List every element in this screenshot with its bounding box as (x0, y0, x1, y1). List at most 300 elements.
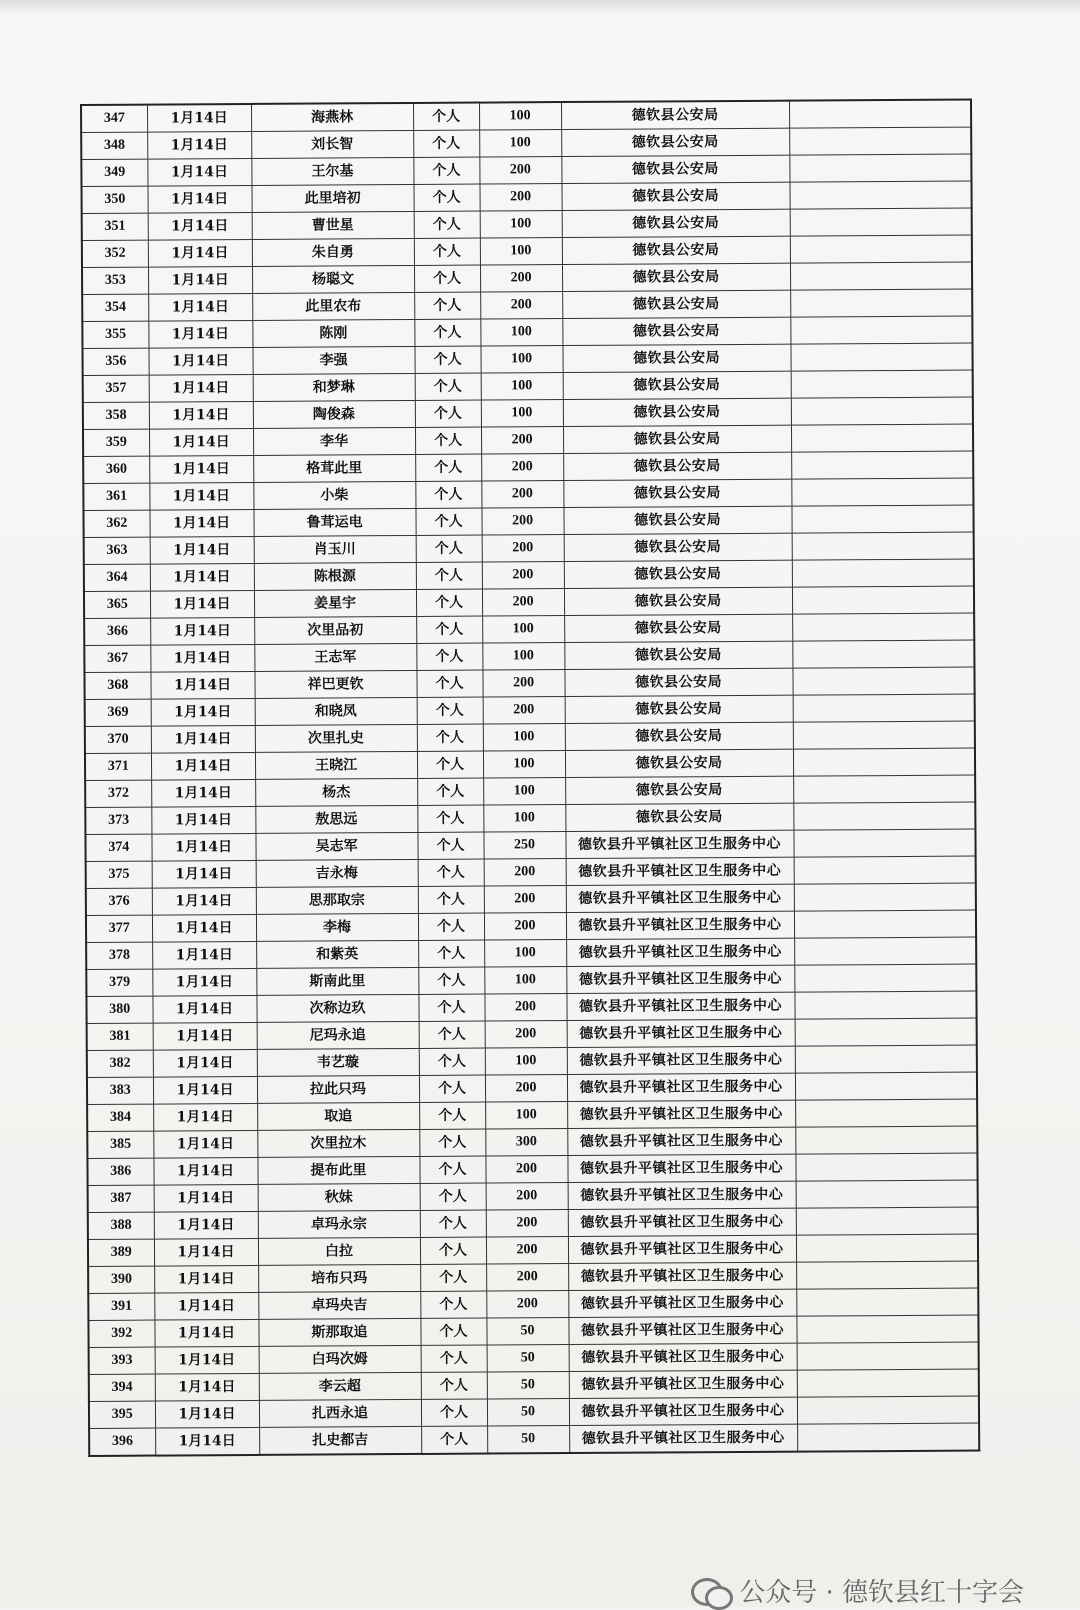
donation-table-wrapper (80, 99, 978, 1474)
donation-date-cell: 1月14日 (147, 131, 251, 159)
row-number-cell: 386 (87, 1158, 153, 1185)
donation-date-cell: 1月14日 (148, 239, 252, 267)
donor-type-cell: 个人 (418, 940, 484, 967)
donor-name-cell: 刘长智 (251, 130, 413, 158)
wechat-watermark (691, 1572, 1024, 1609)
row-number-cell: 353 (82, 267, 148, 294)
donation-date-cell: 1月14日 (155, 1373, 259, 1401)
row-number-cell: 373 (85, 807, 151, 834)
donor-type-cell: 个人 (421, 1372, 487, 1399)
donor-name-cell: 和梦琳 (253, 373, 415, 401)
row-number-cell: 390 (88, 1266, 154, 1293)
row-number-cell: 387 (88, 1185, 154, 1212)
donor-name-cell: 卓玛央吉 (258, 1291, 420, 1319)
row-number-cell: 384 (87, 1104, 153, 1131)
remark-cell (796, 1315, 978, 1343)
donation-date-cell: 1月14日 (150, 563, 254, 591)
donor-type-cell: 个人 (417, 724, 483, 751)
donor-type-cell: 个人 (415, 427, 481, 454)
donor-unit-cell: 德钦县升平镇社区卫生服务中心 (568, 1316, 796, 1344)
donor-name-cell: 提布此里 (257, 1156, 419, 1184)
remark-cell (793, 721, 975, 749)
remark-cell (796, 1261, 978, 1289)
donor-name-cell: 斯那取追 (258, 1318, 420, 1346)
donor-type-cell: 个人 (418, 967, 484, 994)
row-number-cell: 354 (82, 294, 148, 321)
donation-date-cell: 1月14日 (147, 158, 251, 186)
donation-date-cell: 1月14日 (155, 1400, 259, 1428)
donation-date-cell: 1月14日 (152, 941, 256, 969)
donor-unit-cell: 德钦县升平镇社区卫生服务中心 (566, 938, 794, 966)
donor-name-cell: 培布只玛 (258, 1264, 420, 1292)
donor-type-cell: 个人 (419, 1075, 485, 1102)
remark-cell (791, 478, 973, 506)
row-number-cell: 358 (83, 402, 149, 429)
donation-amount-cell: 100 (483, 778, 565, 806)
donor-unit-cell: 德钦县公安局 (561, 182, 789, 210)
donor-unit-cell: 德钦县升平镇社区卫生服务中心 (568, 1208, 796, 1236)
donor-unit-cell: 德钦县公安局 (563, 425, 791, 453)
donor-type-cell: 个人 (421, 1345, 487, 1372)
remark-cell (797, 1342, 979, 1370)
remark-cell (789, 100, 971, 129)
donation-date-cell: 1月14日 (154, 1265, 258, 1293)
donor-name-cell: 祥巴更钦 (254, 670, 416, 698)
donor-type-cell: 个人 (413, 184, 479, 211)
donor-unit-cell: 德钦县公安局 (562, 344, 790, 372)
donation-date-cell: 1月14日 (155, 1346, 259, 1374)
donor-type-cell: 个人 (418, 859, 484, 886)
row-number-cell: 355 (82, 321, 148, 348)
donor-unit-cell: 德钦县公安局 (564, 668, 792, 696)
donation-amount-cell: 100 (481, 400, 563, 428)
row-number-cell: 377 (86, 915, 152, 942)
donation-date-cell: 1月14日 (154, 1184, 258, 1212)
donor-unit-cell: 德钦县升平镇社区卫生服务中心 (568, 1235, 796, 1263)
donation-amount-cell: 100 (483, 751, 565, 779)
donation-date-cell: 1月14日 (151, 698, 255, 726)
remark-cell (793, 748, 975, 776)
donation-date-cell: 1月14日 (150, 671, 254, 699)
donor-unit-cell: 德钦县升平镇社区卫生服务中心 (566, 965, 794, 993)
row-number-cell: 371 (85, 753, 151, 780)
donor-unit-cell: 德钦县升平镇社区卫生服务中心 (569, 1343, 797, 1371)
donation-amount-cell: 100 (479, 130, 561, 158)
donation-amount-cell: 200 (486, 1237, 568, 1265)
donor-unit-cell: 德钦县公安局 (563, 506, 791, 534)
donation-date-cell: 1月14日 (149, 374, 253, 402)
donor-name-cell: 曹世星 (252, 211, 414, 239)
remark-cell (789, 127, 971, 155)
remark-cell (795, 1072, 977, 1100)
donation-date-cell: 1月14日 (150, 590, 254, 618)
donor-type-cell: 个人 (421, 1426, 487, 1454)
donor-type-cell: 个人 (419, 1048, 485, 1075)
remark-cell (793, 775, 975, 803)
donor-name-cell: 李云超 (259, 1372, 421, 1400)
donation-date-cell: 1月14日 (148, 185, 252, 213)
donation-date-cell: 1月14日 (153, 1157, 257, 1185)
donor-name-cell: 敖思远 (255, 805, 417, 833)
row-number-cell: 375 (86, 861, 152, 888)
donor-type-cell: 个人 (414, 211, 480, 238)
donor-unit-cell: 德钦县公安局 (565, 776, 793, 804)
remark-cell (793, 694, 975, 722)
donation-amount-cell: 50 (487, 1345, 569, 1373)
row-number-cell: 347 (81, 105, 147, 133)
donation-amount-cell: 200 (484, 859, 566, 887)
donor-type-cell: 个人 (420, 1264, 486, 1291)
row-number-cell: 388 (88, 1212, 154, 1239)
remark-cell (796, 1180, 978, 1208)
row-number-cell: 389 (88, 1239, 154, 1266)
donor-unit-cell: 德钦县公安局 (565, 722, 793, 750)
row-number-cell: 356 (82, 348, 148, 375)
donation-amount-cell: 50 (487, 1372, 569, 1400)
donor-type-cell: 个人 (414, 292, 480, 319)
row-number-cell: 385 (87, 1131, 153, 1158)
donor-name-cell: 格茸此里 (253, 454, 415, 482)
row-number-cell: 352 (82, 240, 148, 267)
donor-type-cell: 个人 (414, 319, 480, 346)
donor-unit-cell: 德钦县公安局 (565, 695, 793, 723)
donation-amount-cell: 200 (483, 697, 565, 725)
donation-amount-cell: 100 (479, 102, 561, 130)
donor-name-cell: 此里培初 (252, 184, 414, 212)
donation-amount-cell: 100 (484, 967, 566, 995)
donor-name-cell: 白拉 (258, 1237, 420, 1265)
row-number-cell: 365 (84, 591, 150, 618)
donation-date-cell: 1月14日 (148, 320, 252, 348)
donation-amount-cell: 100 (482, 643, 564, 671)
remark-cell (794, 856, 976, 884)
donor-type-cell: 个人 (417, 697, 483, 724)
donor-type-cell: 个人 (419, 1156, 485, 1183)
donation-amount-cell: 300 (485, 1129, 567, 1157)
row-number-cell: 391 (88, 1293, 154, 1320)
donation-date-cell: 1月14日 (151, 752, 255, 780)
row-number-cell: 382 (87, 1050, 153, 1077)
donation-date-cell: 1月14日 (153, 1130, 257, 1158)
donor-name-cell: 陈刚 (252, 319, 414, 347)
donor-type-cell: 个人 (417, 751, 483, 778)
donor-type-cell: 个人 (415, 400, 481, 427)
row-number-cell: 376 (86, 888, 152, 915)
row-number-cell: 369 (85, 699, 151, 726)
donation-date-cell: 1月14日 (149, 509, 253, 537)
donor-type-cell: 个人 (417, 832, 483, 859)
donation-amount-cell: 200 (484, 994, 566, 1022)
donation-amount-cell: 100 (485, 1102, 567, 1130)
donation-date-cell: 1月14日 (150, 536, 254, 564)
row-number-cell: 357 (83, 375, 149, 402)
row-number-cell: 392 (88, 1320, 154, 1347)
donor-type-cell: 个人 (415, 454, 481, 481)
donor-name-cell: 朱自勇 (252, 238, 414, 266)
row-number-cell: 349 (81, 159, 147, 186)
row-number-cell: 367 (84, 645, 150, 672)
donation-amount-cell: 200 (481, 508, 563, 536)
donor-type-cell: 个人 (414, 265, 480, 292)
donation-amount-cell: 200 (486, 1210, 568, 1238)
remark-cell (789, 181, 971, 209)
donor-unit-cell: 德钦县升平镇社区卫生服务中心 (567, 1073, 795, 1101)
donor-name-cell: 白玛次姆 (259, 1345, 421, 1373)
donation-amount-cell: 100 (480, 211, 562, 239)
donation-date-cell: 1月14日 (151, 779, 255, 807)
donor-unit-cell: 德钦县公安局 (564, 614, 792, 642)
donor-unit-cell: 德钦县公安局 (565, 749, 793, 777)
donation-amount-cell: 250 (483, 832, 565, 860)
donation-date-cell: 1月14日 (151, 806, 255, 834)
donor-name-cell: 杨杰 (255, 778, 417, 806)
donor-unit-cell: 德钦县公安局 (562, 236, 790, 264)
donor-type-cell: 个人 (419, 1102, 485, 1129)
donor-name-cell: 扎史都吉 (259, 1426, 421, 1454)
donor-type-cell: 个人 (415, 373, 481, 400)
donor-unit-cell: 德钦县升平镇社区卫生服务中心 (568, 1262, 796, 1290)
donor-type-cell: 个人 (416, 616, 482, 643)
donation-date-cell: 1月14日 (152, 887, 256, 915)
donor-unit-cell: 德钦县升平镇社区卫生服务中心 (568, 1289, 796, 1317)
donor-type-cell: 个人 (414, 238, 480, 265)
donor-name-cell: 和紫英 (256, 940, 418, 968)
donation-amount-cell: 200 (482, 670, 564, 698)
row-number-cell: 394 (89, 1374, 155, 1401)
donor-name-cell: 此里农布 (252, 292, 414, 320)
donor-type-cell: 个人 (420, 1210, 486, 1237)
donor-unit-cell: 德钦县升平镇社区卫生服务中心 (567, 1127, 795, 1155)
donor-type-cell: 个人 (413, 103, 479, 131)
donor-unit-cell: 德钦县升平镇社区卫生服务中心 (566, 884, 794, 912)
donation-date-cell: 1月14日 (150, 644, 254, 672)
donor-unit-cell: 德钦县公安局 (562, 263, 790, 291)
donation-amount-cell: 200 (481, 454, 563, 482)
donation-date-cell: 1月14日 (152, 968, 256, 996)
remark-cell (794, 910, 976, 938)
donor-name-cell: 王志军 (254, 643, 416, 671)
donor-name-cell: 斯南此里 (256, 967, 418, 995)
row-number-cell: 393 (89, 1347, 155, 1374)
donor-unit-cell: 德钦县升平镇社区卫生服务中心 (567, 1019, 795, 1047)
donation-date-cell: 1月14日 (149, 401, 253, 429)
donor-name-cell: 次里品初 (254, 616, 416, 644)
remark-cell (791, 451, 973, 479)
donor-unit-cell: 德钦县升平镇社区卫生服务中心 (566, 992, 794, 1020)
row-number-cell: 379 (86, 969, 152, 996)
donation-amount-cell: 200 (481, 427, 563, 455)
donor-type-cell: 个人 (420, 1291, 486, 1318)
donation-amount-cell: 100 (485, 1048, 567, 1076)
remark-cell (794, 883, 976, 911)
remark-cell (793, 802, 975, 830)
row-number-cell: 350 (82, 186, 148, 213)
donor-unit-cell: 德钦县公安局 (563, 479, 791, 507)
row-number-cell: 372 (85, 780, 151, 807)
donor-type-cell: 个人 (414, 346, 480, 373)
donor-unit-cell: 德钦县公安局 (561, 155, 789, 183)
donor-type-cell: 个人 (416, 670, 482, 697)
donor-unit-cell: 德钦县公安局 (562, 290, 790, 318)
donor-unit-cell: 德钦县升平镇社区卫生服务中心 (567, 1154, 795, 1182)
donation-date-cell: 1月14日 (149, 482, 253, 510)
donation-date-cell: 1月14日 (148, 212, 252, 240)
row-number-cell: 362 (83, 510, 149, 537)
remark-cell (796, 1288, 978, 1316)
donation-amount-cell: 100 (480, 319, 562, 347)
donation-date-cell: 1月14日 (152, 995, 256, 1023)
remark-cell (792, 613, 974, 641)
donor-name-cell: 鲁茸运电 (253, 508, 415, 536)
donor-name-cell: 陈根源 (254, 562, 416, 590)
donor-name-cell: 吴志军 (255, 832, 417, 860)
donation-amount-cell: 200 (485, 1021, 567, 1049)
donation-amount-cell: 200 (486, 1183, 568, 1211)
donor-unit-cell: 德钦县公安局 (561, 101, 789, 130)
donor-type-cell: 个人 (421, 1399, 487, 1426)
remark-cell (792, 559, 974, 587)
donation-amount-cell: 200 (480, 265, 562, 293)
table-row (89, 1423, 979, 1456)
donor-name-cell: 尼玛永追 (257, 1021, 419, 1049)
remark-cell (793, 829, 975, 857)
remark-cell (790, 289, 972, 317)
donation-date-cell: 1月14日 (149, 455, 253, 483)
donor-type-cell: 个人 (420, 1237, 486, 1264)
remark-cell (791, 370, 973, 398)
row-number-cell: 380 (86, 996, 152, 1023)
donor-unit-cell: 德钦县公安局 (563, 452, 791, 480)
remark-cell (792, 640, 974, 668)
donor-name-cell: 次里扎史 (255, 724, 417, 752)
donor-type-cell: 个人 (413, 157, 479, 184)
donor-unit-cell: 德钦县升平镇社区卫生服务中心 (568, 1181, 796, 1209)
donor-type-cell: 个人 (420, 1183, 486, 1210)
row-number-cell: 366 (84, 618, 150, 645)
donor-name-cell: 秋妹 (258, 1183, 420, 1211)
donor-name-cell: 王晓江 (255, 751, 417, 779)
donor-type-cell: 个人 (413, 130, 479, 157)
donation-date-cell: 1月14日 (148, 293, 252, 321)
donation-date-cell: 1月14日 (153, 1076, 257, 1104)
donation-date-cell: 1月14日 (153, 1049, 257, 1077)
row-number-cell: 363 (84, 537, 150, 564)
donor-name-cell: 扎西永追 (259, 1399, 421, 1427)
remark-cell (795, 1099, 977, 1127)
donor-name-cell: 次称边玖 (256, 994, 418, 1022)
donation-date-cell: 1月14日 (154, 1211, 258, 1239)
donor-unit-cell: 德钦县升平镇社区卫生服务中心 (565, 830, 793, 858)
donor-type-cell: 个人 (419, 1021, 485, 1048)
donor-type-cell: 个人 (420, 1318, 486, 1345)
donor-name-cell: 次里拉木 (257, 1129, 419, 1157)
donation-amount-cell: 200 (485, 1075, 567, 1103)
donor-name-cell: 海燕林 (251, 103, 413, 131)
donor-type-cell: 个人 (419, 1129, 485, 1156)
row-number-cell: 368 (84, 672, 150, 699)
row-number-cell: 359 (83, 429, 149, 456)
donation-date-cell: 1月14日 (149, 428, 253, 456)
scan-edge-shadow (0, 0, 1080, 14)
donor-unit-cell: 德钦县升平镇社区卫生服务中心 (567, 1046, 795, 1074)
donation-amount-cell: 200 (481, 481, 563, 509)
donor-name-cell: 李梅 (256, 913, 418, 941)
row-number-cell: 396 (89, 1428, 155, 1456)
remark-cell (795, 1045, 977, 1073)
donor-type-cell: 个人 (418, 886, 484, 913)
row-number-cell: 378 (86, 942, 152, 969)
remark-cell (790, 343, 972, 371)
remark-cell (797, 1396, 979, 1424)
donor-type-cell: 个人 (418, 913, 484, 940)
donor-name-cell: 韦艺璇 (257, 1048, 419, 1076)
donor-type-cell: 个人 (416, 535, 482, 562)
wechat-icon (691, 1576, 731, 1606)
remark-cell (796, 1207, 978, 1235)
remark-cell (791, 505, 973, 533)
remark-cell (794, 991, 976, 1019)
donor-name-cell: 李华 (253, 427, 415, 455)
donation-date-cell: 1月14日 (153, 1022, 257, 1050)
donation-date-cell: 1月14日 (151, 833, 255, 861)
donor-type-cell: 个人 (418, 994, 484, 1021)
donation-date-cell: 1月14日 (148, 347, 252, 375)
donation-date-cell: 1月14日 (153, 1103, 257, 1131)
donation-amount-cell: 50 (487, 1426, 569, 1454)
remark-cell (797, 1423, 979, 1452)
donor-name-cell: 吉永梅 (256, 859, 418, 887)
donor-type-cell: 个人 (416, 589, 482, 616)
donation-amount-cell: 200 (485, 1156, 567, 1184)
donation-date-cell: 1月14日 (154, 1238, 258, 1266)
donation-date-cell: 1月14日 (151, 725, 255, 753)
donor-unit-cell: 德钦县升平镇社区卫生服务中心 (569, 1424, 797, 1453)
donor-unit-cell: 德钦县升平镇社区卫生服务中心 (566, 911, 794, 939)
donor-name-cell: 王尔基 (251, 157, 413, 185)
donor-unit-cell: 德钦县公安局 (562, 317, 790, 345)
donor-name-cell: 拉此只玛 (257, 1075, 419, 1103)
remark-cell (796, 1234, 978, 1262)
donation-amount-cell: 200 (479, 157, 561, 185)
row-number-cell: 383 (87, 1077, 153, 1104)
row-number-cell: 360 (83, 456, 149, 483)
donor-unit-cell: 德钦县公安局 (565, 803, 793, 831)
donation-amount-cell: 100 (482, 616, 564, 644)
donor-unit-cell: 德钦县公安局 (561, 128, 789, 156)
remark-cell (795, 1126, 977, 1154)
remark-cell (790, 235, 972, 263)
donor-type-cell: 个人 (415, 508, 481, 535)
donation-amount-cell: 100 (480, 238, 562, 266)
donation-amount-cell: 200 (486, 1291, 568, 1319)
donor-name-cell: 李强 (252, 346, 414, 374)
row-number-cell: 361 (83, 483, 149, 510)
donation-date-cell: 1月14日 (148, 266, 252, 294)
row-number-cell: 381 (87, 1023, 153, 1050)
donation-amount-cell: 200 (479, 184, 561, 212)
donor-name-cell: 思那取宗 (256, 886, 418, 914)
donation-amount-cell: 200 (482, 535, 564, 563)
donor-unit-cell: 德钦县公安局 (563, 398, 791, 426)
donation-amount-cell: 200 (482, 562, 564, 590)
watermark-text: 公众号 · 德钦县红十字会 (739, 1578, 1024, 1608)
donor-type-cell: 个人 (415, 481, 481, 508)
donor-unit-cell: 德钦县升平镇社区卫生服务中心 (569, 1370, 797, 1398)
donation-date-cell: 1月14日 (150, 617, 254, 645)
donation-amount-cell: 200 (482, 589, 564, 617)
donation-table (80, 99, 980, 1457)
remark-cell (797, 1369, 979, 1397)
